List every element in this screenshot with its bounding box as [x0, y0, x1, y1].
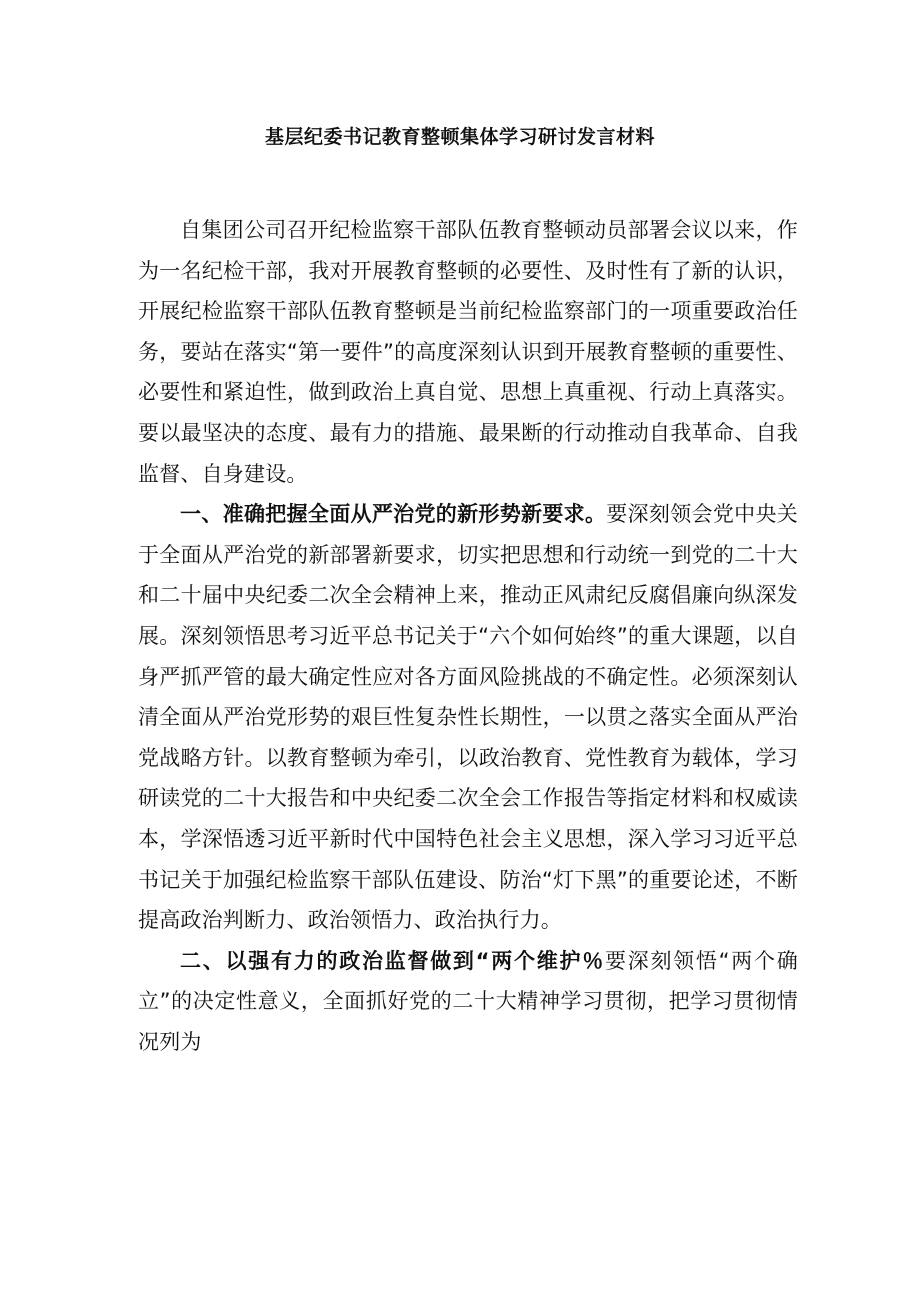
- paragraph-section-1: [138, 494, 798, 941]
- paragraph-section-2: [138, 941, 798, 1063]
- paragraph-text: 要深刻领会党中央关于全面从严治党的新部署新要求，切实把思想和行动统一到党的二十大和二十届中央纪委二次全会精神上来，推动正风肃纪反腐倡廉向纵深发展。深刻领悟思考习近平总书记关于“六个如何始终”的重大课题，以自身严抓严管的最大确定性应对各方面风险挑战的不确定性。必须深刻认清全面从严治党形势的艰巨性复杂性长期性，一以贯之落实全面从严治党战略方针。以教育整顿为牵引，以政治教育、党性教育为载体，学习研读党的二十大报告和中央纪委二次全会工作报告等指定材料和权威读本，学深悟透习近平新时代中国特色社会主义思想，深入学习习近平总书记关于加强纪检监察干部队伍建设、防治“灯下黑”的重要论述，不断提高政治判断力、政治领悟力、政治执行力。: [138, 502, 798, 933]
- document-body: [138, 210, 798, 1062]
- section-heading: 二、以强有力的政治监督做到“两个维护％: [180, 948, 605, 973]
- paragraph-text: 要深刻领悟“两个确立”的决定性意义，全面抓好党的二十大精神学习贯彻，把学习贯彻情况列为: [138, 948, 798, 1054]
- section-heading: 一、准确把握全面从严治党的新形势新要求。: [180, 502, 607, 527]
- document-title: 基层纪委书记教育整顿集体学习研讨发言材料: [264, 126, 655, 148]
- paragraph-intro: [138, 210, 798, 494]
- paragraph-text: 自集团公司召开纪检监察干部队伍教育整顿动员部署会议以来，作为一名纪检干部，我对开展教育整顿的必要性、及时性有了新的认识，开展纪检监察干部队伍教育整顿是当前纪检监察部门的一项重要政治任务，要站在落实“第一要件”的高度深刻认识到开展教育整顿的重要性、必要性和紧迫性，做到政治上真自觉、思想上真重视、行动上真落实。要以最坚决的态度、最有力的措施、最果断的行动推动自我革命、自我监督、自身建设。: [138, 218, 798, 486]
